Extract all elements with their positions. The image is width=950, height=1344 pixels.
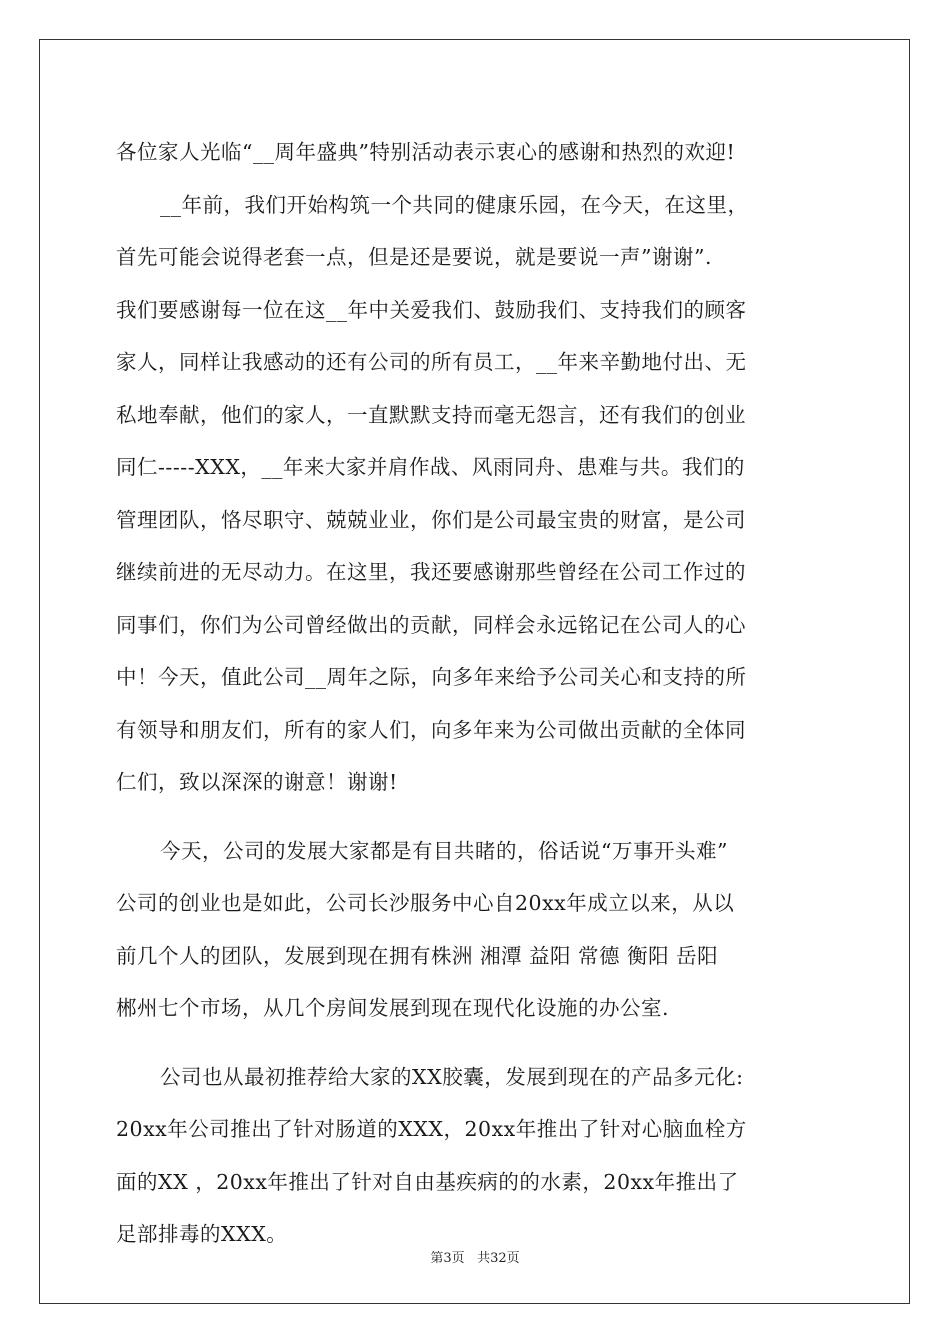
- text-line: 首先可能会说得老套一点，但是还是要说，就是要说一声”谢谢”.: [116, 245, 712, 269]
- text-line: 足部排毒的XXX。: [116, 1222, 288, 1246]
- page-footer: [0, 1247, 950, 1266]
- text-line: 郴州七个市场，从几个房间发展到现在现代化设施的办公室.: [116, 996, 670, 1020]
- text-line: 家人，同样让我感动的还有公司的所有员工，__年来辛勤地付出、无: [116, 350, 747, 374]
- text-line: 私地奉献，他们的家人，一直默默支持而毫无怨言，还有我们的创业: [116, 402, 746, 427]
- text-line: 前几个人的团队，发展到现在拥有株洲 湘潭 益阳 常德 衡阳 岳阳: [116, 943, 719, 968]
- text-line: 继续前进的无尽动力。在这里，我还要感谢那些曾经在公司工作过的: [116, 560, 746, 584]
- text-line: 各位家人光临“__周年盛典”特别活动表示衷心的感谢和热烈的欢迎!: [116, 140, 736, 164]
- text-line: 公司的创业也是如此，公司长沙服务中心自20xx年成立以来，从以: [116, 891, 735, 915]
- text-line: 公司也从最初推荐给大家的XX胶囊，发展到现在的产品多元化:: [160, 1064, 744, 1089]
- text-line: 今天，公司的发展大家都是有目共睹的，俗话说“万事开头难”: [160, 838, 728, 863]
- page-total: 共32页: [477, 1251, 520, 1266]
- text-line: 有领导和朋友们，所有的家人们，向多年来为公司做出贡献的全体同: [116, 717, 746, 742]
- document-body: [116, 126, 838, 1261]
- text-line: 面的XX ，20xx年推出了针对自由基疾病的的水素，20xx年推出了: [116, 1169, 739, 1194]
- text-line: __年前，我们开始构筑一个共同的健康乐园，在今天，在这里，: [160, 192, 749, 217]
- text-line: 中！今天，值此公司__周年之际，向多年来给予公司关心和支持的所: [116, 665, 747, 689]
- text-line: 同事们，你们为公司曾经做出的贡献，同样会永远铭记在公司人的心: [116, 612, 746, 637]
- text-line: 20xx年公司推出了针对肠道的XXX，20xx年推出了针对心脑血栓方: [116, 1117, 747, 1141]
- text-line: 我们要感谢每一位在这__年中关爱我们、鼓励我们、支持我们的顾客: [116, 297, 747, 322]
- text-line: 仁们，致以深深的谢意！谢谢!: [116, 770, 398, 794]
- text-line: 管理团队，恪尽职守、兢兢业业，你们是公司最宝贵的财富，是公司: [116, 507, 746, 532]
- text-line: 同仁-----XXX，__年来大家并肩作战、风雨同舟、患难与共。我们的: [116, 455, 745, 479]
- page-number: 第3页: [430, 1251, 465, 1266]
